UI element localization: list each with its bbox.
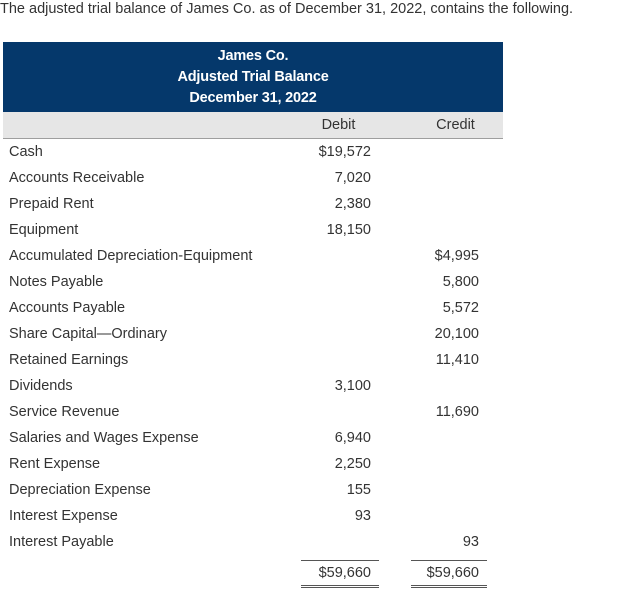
account-name: Depreciation Expense <box>9 482 151 498</box>
credit-amount: 5,572 <box>442 300 479 316</box>
credit-amount: $4,995 <box>434 248 479 264</box>
trial-balance-table <box>3 42 503 589</box>
table-row <box>3 295 503 321</box>
table-row <box>3 477 503 503</box>
account-name: Prepaid Rent <box>9 196 94 212</box>
table-row <box>3 165 503 191</box>
account-name: Rent Expense <box>9 456 101 472</box>
credit-amount: 11,690 <box>435 404 479 420</box>
table-row <box>3 373 503 399</box>
debit-amount: 2,380 <box>334 196 371 212</box>
debit-amount: 18,150 <box>326 222 371 238</box>
account-name: Accounts Receivable <box>9 170 145 186</box>
table-row <box>3 217 503 243</box>
debit-amount: 7,020 <box>334 170 371 186</box>
table-header-banner <box>3 42 503 112</box>
table-row <box>3 139 503 165</box>
debit-amount: 93 <box>354 508 371 524</box>
total-credit: $59,660 <box>411 560 487 588</box>
table-row <box>3 503 503 529</box>
total-debit: $59,660 <box>301 560 379 588</box>
account-name: Salaries and Wages Expense <box>9 430 199 446</box>
account-name: Notes Payable <box>9 274 104 290</box>
table-row <box>3 321 503 347</box>
account-name: Retained Earnings <box>9 352 129 368</box>
account-name: Interest Expense <box>9 508 118 524</box>
table-row <box>3 451 503 477</box>
debit-amount: 2,250 <box>334 456 371 472</box>
totals-row <box>3 555 503 589</box>
account-rows <box>3 139 503 555</box>
credit-amount: 20,100 <box>434 326 479 342</box>
debit-amount: $19,572 <box>318 144 371 160</box>
debit-amount: 3,100 <box>334 378 371 394</box>
debit-column-header: Debit <box>321 117 356 133</box>
credit-amount: 11,410 <box>435 352 479 368</box>
account-name: Accounts Payable <box>9 300 126 316</box>
account-name: Cash <box>9 144 43 160</box>
table-row <box>3 399 503 425</box>
credit-column-header: Credit <box>436 117 475 133</box>
account-name: Interest Payable <box>9 534 114 550</box>
account-name: Dividends <box>9 378 73 394</box>
credit-amount: 5,800 <box>442 274 479 290</box>
debit-amount: 155 <box>346 482 371 498</box>
account-name: Equipment <box>9 222 79 238</box>
company-name: James Co. <box>217 48 289 64</box>
table-row <box>3 425 503 451</box>
table-row <box>3 269 503 295</box>
statement-title: Adjusted Trial Balance <box>177 69 329 85</box>
account-name: Accumulated Depreciation-Equipment <box>9 248 253 264</box>
intro-text: The adjusted trial balance of James Co. as of December 31, 2022, contains the following. <box>0 1 574 17</box>
credit-amount: 93 <box>462 534 479 550</box>
table-row <box>3 529 503 555</box>
account-name: Share Capital—Ordinary <box>9 326 167 342</box>
account-name: Service Revenue <box>9 404 120 420</box>
table-row <box>3 347 503 373</box>
column-header-row <box>3 112 503 139</box>
table-row <box>3 191 503 217</box>
table-row <box>3 243 503 269</box>
statement-date: December 31, 2022 <box>189 90 317 106</box>
debit-amount: 6,940 <box>334 430 371 446</box>
